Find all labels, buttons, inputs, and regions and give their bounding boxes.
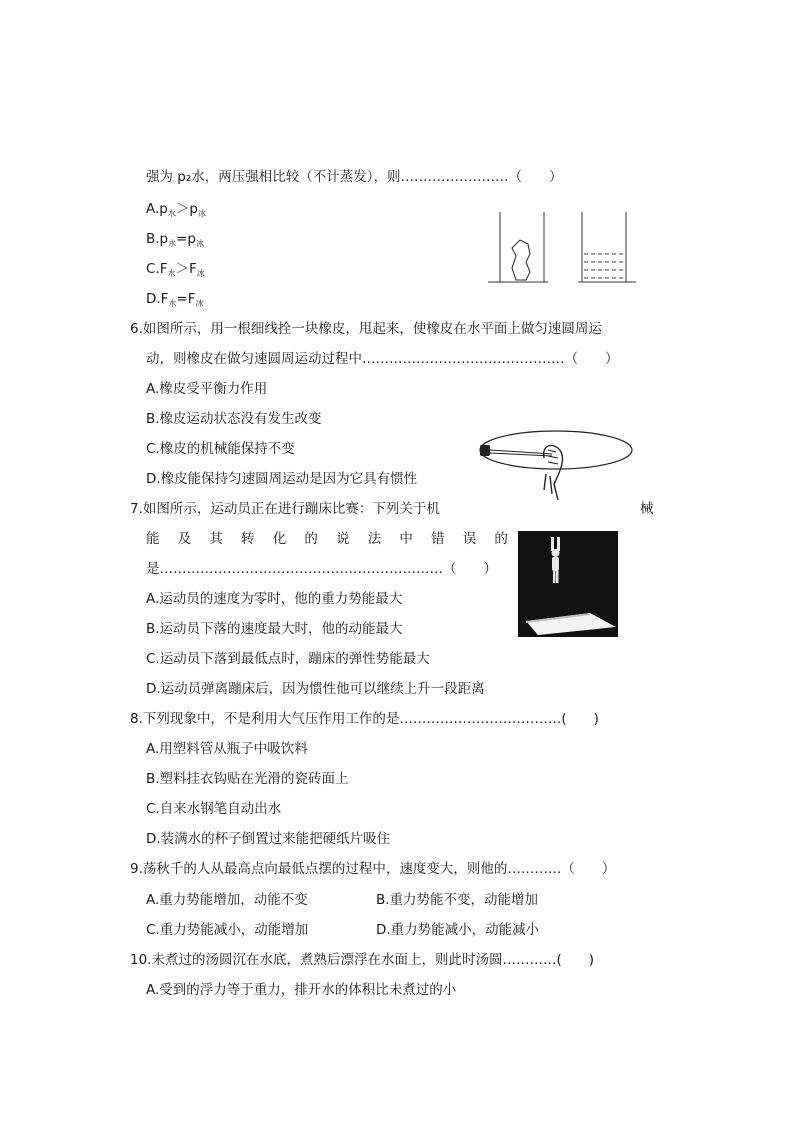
q9-option-c: C.重力势能减小，动能增加 (146, 922, 309, 938)
q9-stem: 9.荡秋千的人从最高点向最低点摆的过程中，速度变大，则他的…………（ ） (130, 861, 616, 877)
q10-option-a: A.受到的浮力等于重力，排开水的体积比未煮过的小 (146, 982, 457, 998)
q8-option-c: C.自来水钢笔自动出水 (146, 801, 282, 817)
q7-option-b: B.运动员下落的速度最大时，他的动能最大 (146, 621, 403, 637)
q6-stem-line1: 6.如图所示，用一根细线拴一块橡皮，甩起来，使橡皮在水平面上做匀速圆周运 (130, 321, 602, 337)
q5-option-a: $A.p_水>p_冰$ (146, 201, 206, 218)
q7-option-d: D.运动员弹离蹦床后，因为惯性他可以继续上升一段距离 (146, 681, 485, 697)
q8-option-d: D.装满水的杯子倒置过来能把硬纸片吸住 (146, 831, 391, 847)
q10-stem: 10.未煮过的汤圆沉在水底，煮熟后漂浮在水面上，则此时汤圆…………( ) (130, 952, 595, 968)
q8-option-a: A.用塑料管从瓶子中吸饮料 (146, 741, 308, 757)
q6-option-c: C.橡皮的机械能保持不变 (146, 441, 295, 457)
q8-option-b: B.塑料挂衣钩贴在光滑的瓷砖面上 (146, 771, 349, 787)
q6-option-d: D.橡皮能保持匀速圆周运动是因为它具有惯性 (146, 471, 418, 487)
q6-option-a: A.橡皮受平衡力作用 (146, 381, 268, 397)
q5-option-c: $C.F_水>F_冰$ (146, 261, 205, 278)
q8-stem: 8.下列现象中，不是利用大气压作用工作的是………………………………( ) (130, 711, 599, 727)
q5-stem: 强为 p₂水，两压强相比较（不计蒸发），则……………………（ ） (146, 169, 563, 185)
eraser-circular-motion-figure (476, 424, 636, 504)
q7-stem-line1-right: 械 (640, 501, 654, 517)
q7-option-a: A.运动员的速度为零时，他的重力势能最大 (146, 591, 403, 607)
q5-option-b: $B.p_水=p_冰$ (146, 231, 205, 248)
q7-stem-line1-left: 7.如图所示，运动员正在进行蹦床比赛：下列关于机 (130, 501, 440, 517)
q9-option-b: B.重力势能不变，动能增加 (376, 892, 539, 908)
q6-stem-line2: 动，则橡皮在做匀速圆周运动过程中………………………………………（ ） (146, 351, 619, 367)
q5-option-d: $D.F_水=F_冰$ (146, 291, 204, 308)
ice-water-beakers-figure (486, 208, 638, 286)
q7-stem-line3: 是………………………………………………………（ ） (146, 561, 497, 577)
q7-option-c: C.运动员下落到最低点时，蹦床的弹性势能最大 (146, 651, 430, 667)
q9-option-d: D.重力势能减小，动能减小 (376, 922, 540, 938)
q6-option-b: B.橡皮运动状态没有发生改变 (146, 411, 322, 427)
trampoline-athlete-photo (518, 531, 618, 637)
q9-option-a: A.重力势能增加，动能不变 (146, 892, 308, 908)
q7-stem-line2: 能 及 其 转 化 的 说 法 中 错 误 的 (146, 531, 508, 547)
